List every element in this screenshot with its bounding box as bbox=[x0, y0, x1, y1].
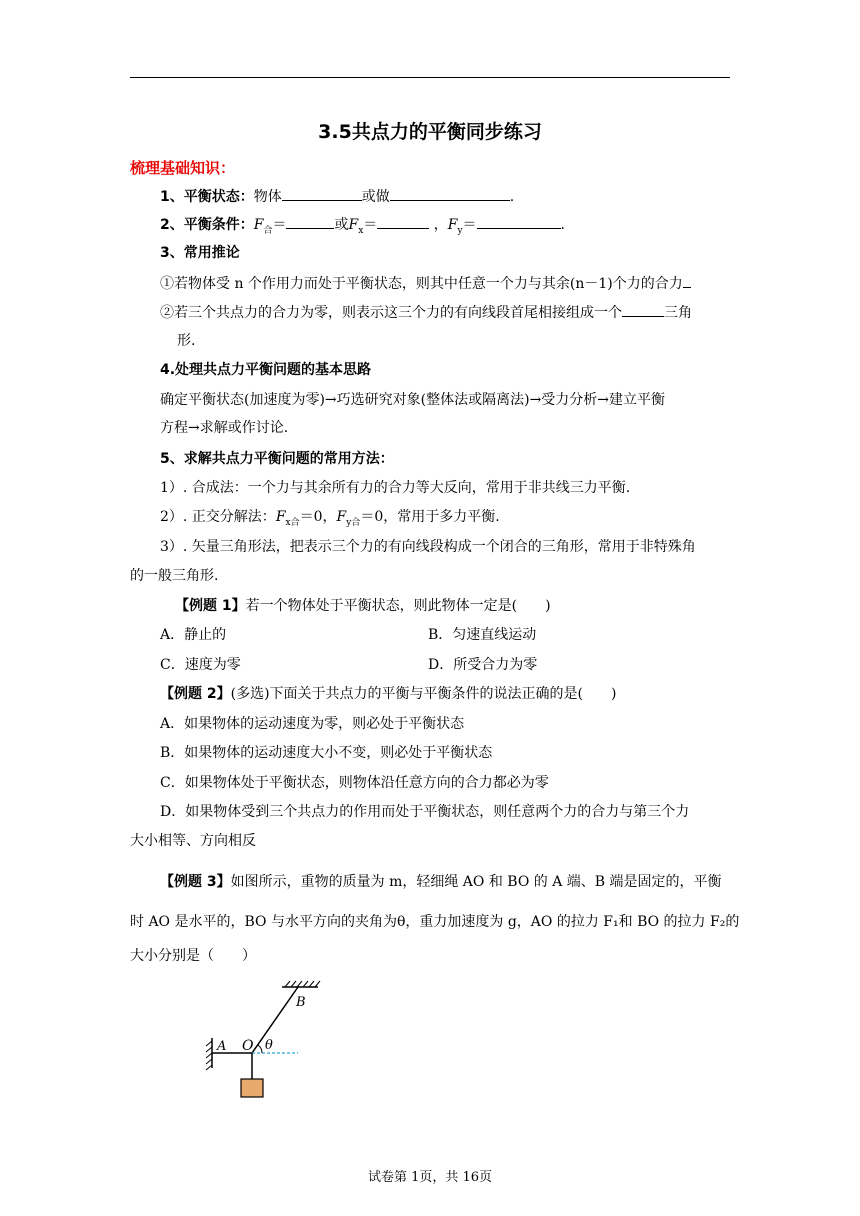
method-2: 2）. 正交分解法：$F_{x合}=0$，$F_{y合}=0$，常用于多力平衡. bbox=[160, 509, 500, 528]
label-a: A bbox=[217, 1039, 227, 1054]
label-b: B bbox=[296, 995, 306, 1010]
example-3-line-2: 时 AO 是水平的，BO 与水平方向的夹角为θ，重力加速度为 g，AO 的拉力 F₁和 BO 的拉力 F₂的 bbox=[130, 914, 740, 930]
example-1-option-a: A．静止的 bbox=[160, 627, 227, 643]
example-1-option-d: D．所受合力为零 bbox=[428, 657, 538, 673]
item-4-label: 4.处理共点力平衡问题的基本思路 bbox=[160, 362, 372, 378]
page-title: 3.5共点力的平衡同步练习 bbox=[318, 121, 542, 143]
item-4-line-2: 方程→求解或作讨论. bbox=[160, 420, 289, 436]
wall-support bbox=[206, 1038, 212, 1070]
blank bbox=[286, 214, 334, 229]
example-3-question: 【例题 3】如图所示，重物的质量为 m，轻细绳 AO 和 BO 的 A 端、B 端是固定的，平衡 bbox=[160, 874, 722, 890]
blank bbox=[390, 186, 510, 201]
weight-box bbox=[241, 1079, 263, 1097]
item-5-label: 5、求解共点力平衡问题的常用方法： bbox=[160, 451, 394, 467]
blank bbox=[477, 214, 561, 229]
example-2-option-c: C．如果物体处于平衡状态，则物体沿任意方向的合力都必为零 bbox=[160, 775, 549, 791]
item-4-line-1: 确定平衡状态(加速度为零)→巧选研究对象(整体法或隔离法)→受力分析→建立平衡 bbox=[160, 392, 666, 408]
example-2-option-b: B．如果物体的运动速度大小不变，则必处于平衡状态 bbox=[160, 745, 493, 761]
example-1-option-b: B．匀速直线运动 bbox=[428, 627, 537, 643]
example-2-question: 【例题 2】(多选)下面关于共点力的平衡与平衡条件的说法正确的是( ) bbox=[160, 686, 617, 702]
angle-arc bbox=[258, 1045, 262, 1053]
label-o: O bbox=[242, 1038, 254, 1054]
method-3-line-1: 3）. 矢量三角形法，把表示三个力的有向线段构成一个闭合的三角形，常用于非特殊角 bbox=[160, 539, 696, 555]
example-2-option-d: D．如果物体受到三个共点力的作用而处于平衡状态，则任意两个力的合力与第三个力 bbox=[160, 804, 690, 820]
label-theta: θ bbox=[265, 1038, 273, 1053]
inference-1: ①若物体受 n 个作用力而处于平衡状态，则其中任意一个力与其余(n－1)个力的合力 bbox=[160, 273, 691, 294]
example-2-option-d-cont: 大小相等、方向相反 bbox=[130, 833, 256, 849]
method-3-line-2: 的一般三角形. bbox=[130, 568, 219, 584]
item-3-label: 3、常用推论 bbox=[160, 245, 240, 261]
inference-2: ②若三个共点力的合力为零，则表示这三个力的有向线段首尾相接组成一个 三角 bbox=[160, 302, 692, 323]
section-heading: 梳理基础知识： bbox=[130, 159, 236, 177]
example-1-option-c: C．速度为零 bbox=[160, 657, 241, 673]
example-1-question: 【例题 1】若一个物体处于平衡状态，则此物体一定是( ) bbox=[175, 598, 551, 614]
blank bbox=[282, 186, 362, 201]
page-footer: 试卷第 1页，共 16页 bbox=[367, 1170, 493, 1185]
rope-diagram bbox=[200, 975, 340, 1105]
item-2: 2、平衡条件：$F_合=$ 或$F_x=$ ，$F_y=$ . bbox=[160, 214, 565, 241]
inference-2-cont: 形. bbox=[177, 333, 196, 349]
rope-bo bbox=[252, 987, 298, 1053]
example-2-option-a: A．如果物体的运动速度为零，则必处于平衡状态 bbox=[160, 716, 465, 732]
item-1: 1、平衡状态：物体 或做 . bbox=[160, 186, 514, 207]
header-rule bbox=[130, 77, 730, 78]
ceiling-support bbox=[282, 981, 320, 987]
method-1: 1）. 合成法：一个力与其余所有力的合力等大反向，常用于非共线三力平衡. bbox=[160, 480, 631, 496]
example-3-line-3: 大小分别是（ ） bbox=[130, 948, 256, 964]
blank bbox=[377, 214, 429, 229]
